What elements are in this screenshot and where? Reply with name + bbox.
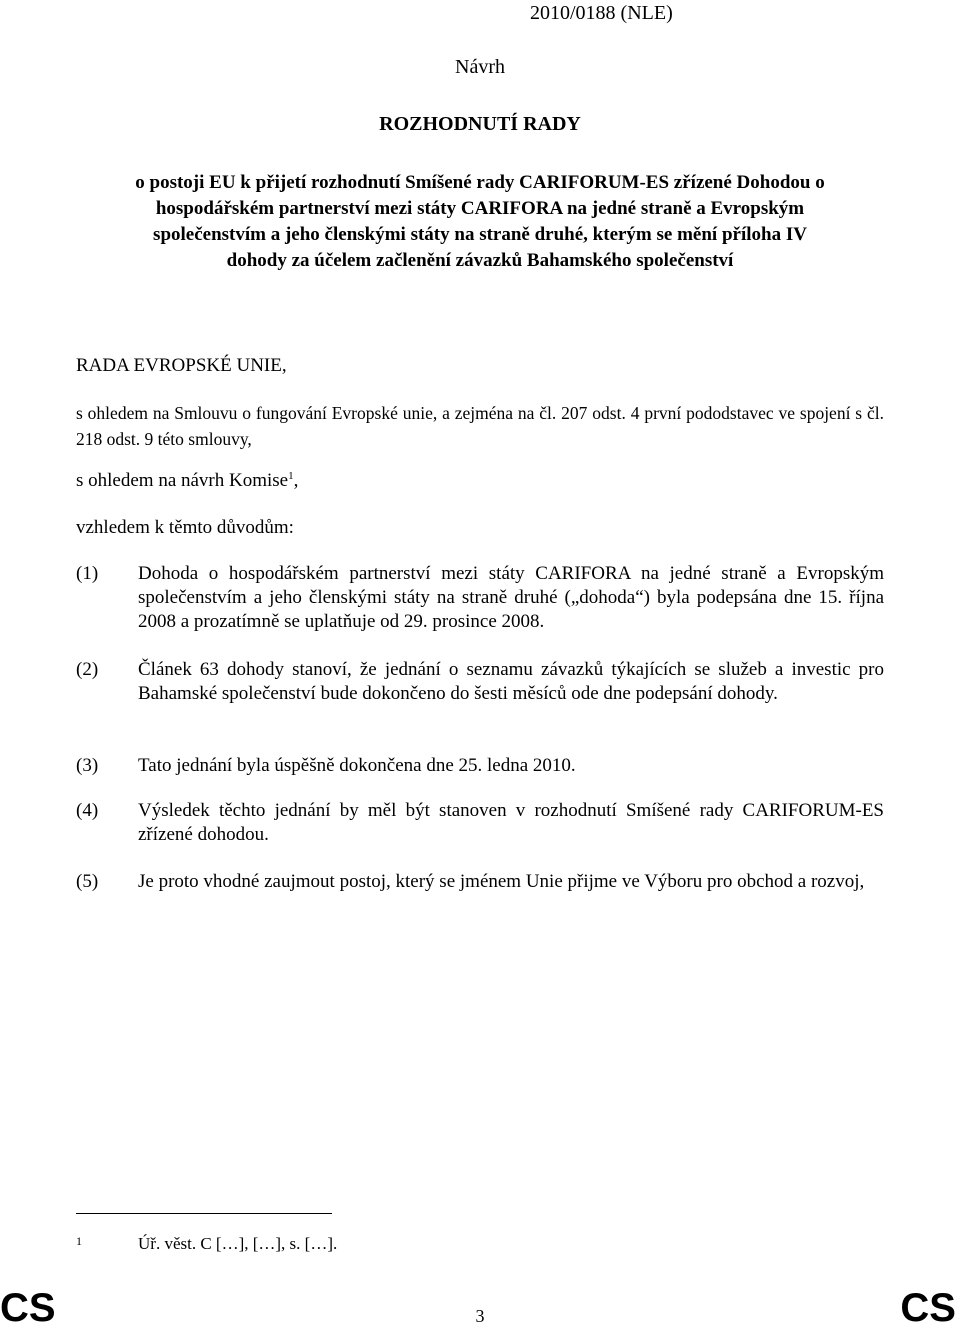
subject-line: o postoji EU k přijetí rozhodnutí Smíšené rady CARIFORUM-ES zřízené Dohodou o: [135, 172, 825, 193]
page-number: 3: [475, 1306, 485, 1326]
document-title: ROZHODNUTÍ RADY: [379, 113, 581, 135]
footnote-separator: [76, 1213, 332, 1214]
recital-number: (3): [76, 755, 99, 776]
language-code-right: CS: [900, 1286, 956, 1330]
citation-proposal-text: s ohledem na návrh Komise: [76, 470, 289, 491]
recital-number: (1): [76, 563, 99, 584]
footnote: [76, 1234, 337, 1254]
footnote-text: Úř. věst. C […], […], s. […].: [138, 1234, 338, 1253]
recital-3: [76, 754, 884, 778]
recital-number: (5): [76, 871, 99, 892]
footnote-number: 1: [76, 1234, 82, 1248]
recital-text: Článek 63 dohody stanoví, že jednání o seznamu závazků týkajících se služeb a investic pro Bahamské společenství bude dokončeno do šesti měsíců ode dne podepsání dohody.: [138, 659, 884, 704]
recital-text: Dohoda o hospodářském partnerství mezi státy CARIFORA na jedné straně a Evropským společenstvím a jeho členskými státy na straně druhé („dohoda“) byla podepsána dne 15. října 2008 a prozatímně se uplatňuje od 29. prosince 2008.: [138, 563, 884, 632]
document-reference: 2010/0188 (NLE): [530, 2, 673, 24]
recital-5: [76, 870, 884, 894]
subject-line: hospodářském partnerství mezi státy CARIFORA na jedné straně a Evropským: [155, 198, 805, 219]
decision-subject: [80, 170, 880, 274]
whereas-heading: vzhledem k těmto důvodům:: [76, 517, 294, 538]
footnote-reference[interactable]: 1: [288, 470, 294, 482]
subject-line: dohody za účelem začlenění závazků Bahamského společenství: [226, 250, 734, 271]
subject-line: společenstvím a jeho členskými státy na straně druhé, kterým se mění příloha IV: [153, 224, 807, 245]
recital-2: [76, 658, 884, 706]
recital-text: Výsledek těchto jednání by měl být stanoven v rozhodnutí Smíšené rady CARIFORUM-ES zřízené dohodou.: [138, 800, 884, 845]
citation-proposal: [76, 470, 298, 492]
recital-text: Tato jednání byla úspěšně dokončena dne 25. ledna 2010.: [138, 755, 576, 776]
recital-text: Je proto vhodné zaujmout postoj, který se jménem Unie přijme ve Výboru pro obchod a rozvoj,: [138, 871, 865, 892]
recital-number: (2): [76, 659, 99, 680]
language-code-left: CS: [0, 1286, 56, 1330]
citation-treaty: s ohledem na Smlouvu o fungování Evropské unie, a zejména na čl. 207 odst. 4 první pododstavec ve spojení s čl. 218 odst. 9 této smlouvy,: [76, 403, 884, 449]
proposal-label: Návrh: [455, 56, 505, 78]
recital-4: [76, 799, 884, 847]
citation-proposal-comma: ,: [293, 470, 299, 491]
recital-number: (4): [76, 800, 99, 821]
council-heading: RADA EVROPSKÉ UNIE,: [76, 355, 287, 376]
recital-1: [76, 562, 884, 634]
